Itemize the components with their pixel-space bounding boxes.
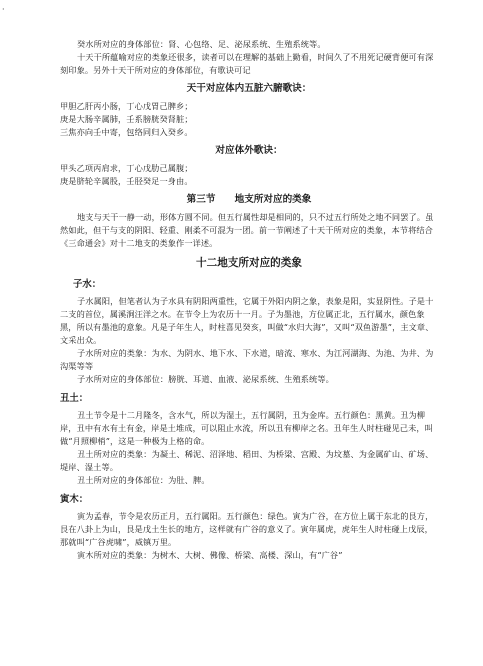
- branch-paragraph: 丑土所对应的身体部位：为肚、脾。: [77, 475, 210, 485]
- song1-title: 天干对应体内五脏六腑歌诀：: [186, 83, 312, 94]
- subsection-title: 十二地支所对应的类象: [196, 257, 302, 269]
- song2-title: 对应体外歌诀：: [215, 145, 283, 156]
- verse-line: 甲胆乙肝丙小肠，丁心戊胃己脾乡；: [60, 101, 193, 111]
- branch-paragraph: 寅为孟春，节令是农历正月，五行属阳。五行颜色：绿色。寅为广谷，在方位上属于东北的艮方，艮在八卦上为山，艮是戊土生长的地方，这样就有广谷的意义了。寅年属虎，虎年生人时柱碰上戊辰，那就叫“广谷虎啸”，威镇万里。: [60, 511, 434, 547]
- intro-paragraph: 十天干所蕴喻对应的类象还很多，读者可以在理解的基础上勤看，时间久了不用死记硬背便可有深刻印象。另外十天干所对应的身体部位，有歌诀可记: [60, 52, 434, 75]
- margin-mark: ·: [2, 5, 5, 14]
- branch-title-yin: 寅木：: [60, 494, 89, 505]
- verse-line: 甲头乙项丙肩求，丁心戊肋己属腹；: [60, 163, 193, 173]
- song2-verse: [60, 162, 438, 188]
- verse-line: 庚是脐轮辛属股，壬胫癸足一身由。: [60, 176, 193, 186]
- song1-verse: [60, 100, 438, 139]
- branch-title-zi: 子水：: [73, 279, 102, 290]
- branch-paragraph: 寅木所对应的类象：为树木、大树、佛像、桥梁、高楼、深山，有“广谷”: [77, 550, 343, 560]
- branch-paragraph: 子水所对应的身体部位：膀胱、耳道、血液、泌尿系统、生殖系统等。: [77, 374, 334, 384]
- section-title: 第三节 地支所对应的类象: [186, 194, 312, 205]
- branch-paragraph: 子水所对应的类象：为水、为阴水、地下水、下水道，暗流、寒水、为江河湖海、为池、为井、为沟渠等等: [60, 348, 434, 371]
- branch-paragraph: 丑土节令是十二月隆冬，含水气，所以为湿土，五行属阴，丑为金库。五行颜色：黑黄。丑为柳岸，丑中有水有土有金，岸是土堆成，可以阻止水流，所以丑有柳岸之名。丑年生人时柱碰见己未，叫做“月照柳梢”，这是一种极为上格的命。: [60, 410, 433, 446]
- branch-title-chou: 丑土：: [60, 393, 89, 404]
- intro-paragraph: 癸水所对应的身体部位：肾、心包络、足、泌尿系统、生殖系统等。: [77, 39, 326, 49]
- branch-paragraph: 子水属阳，但笔者认为子水具有阴阳两重性，它属于外阳内阴之象，表象是阳，实显阴性。子是十二支的首位，属溪涧汪洋之水。在节令上为农历十一月。子为墨池，方位属正北，五行属水，颜色象黑，所以有墨池的意象。凡是子年生人，时柱喜见癸亥，叫做“水归大海”，又叫“双鱼游墨”，主文章、文采出众。: [60, 296, 434, 345]
- branch-paragraph: 丑土所对应的类象：为凝土、稀泥、沼泽地、稻田、为桥梁、宫殿、为坟墓、为金属矿山、矿场、堤岸、湿土等。: [60, 449, 434, 472]
- page-content: [60, 38, 438, 562]
- verse-line: 三焦亦向壬中寄，包络同归入癸乡。: [60, 127, 193, 137]
- verse-line: 庚是大肠辛属肺，壬系膀胱癸肾脏；: [60, 114, 193, 124]
- section-paragraph: 地支与天干一静一动，形体方圆不同。但五行属性却是相同的，只不过五行所处之地不同罢了。虽然如此，但干与支的阴阳、轻重、刚柔不可混为一团。前一节阐述了十天干所对应的类象，本节将结合《三命通会》对十二地支的类象作一详述。: [60, 212, 434, 248]
